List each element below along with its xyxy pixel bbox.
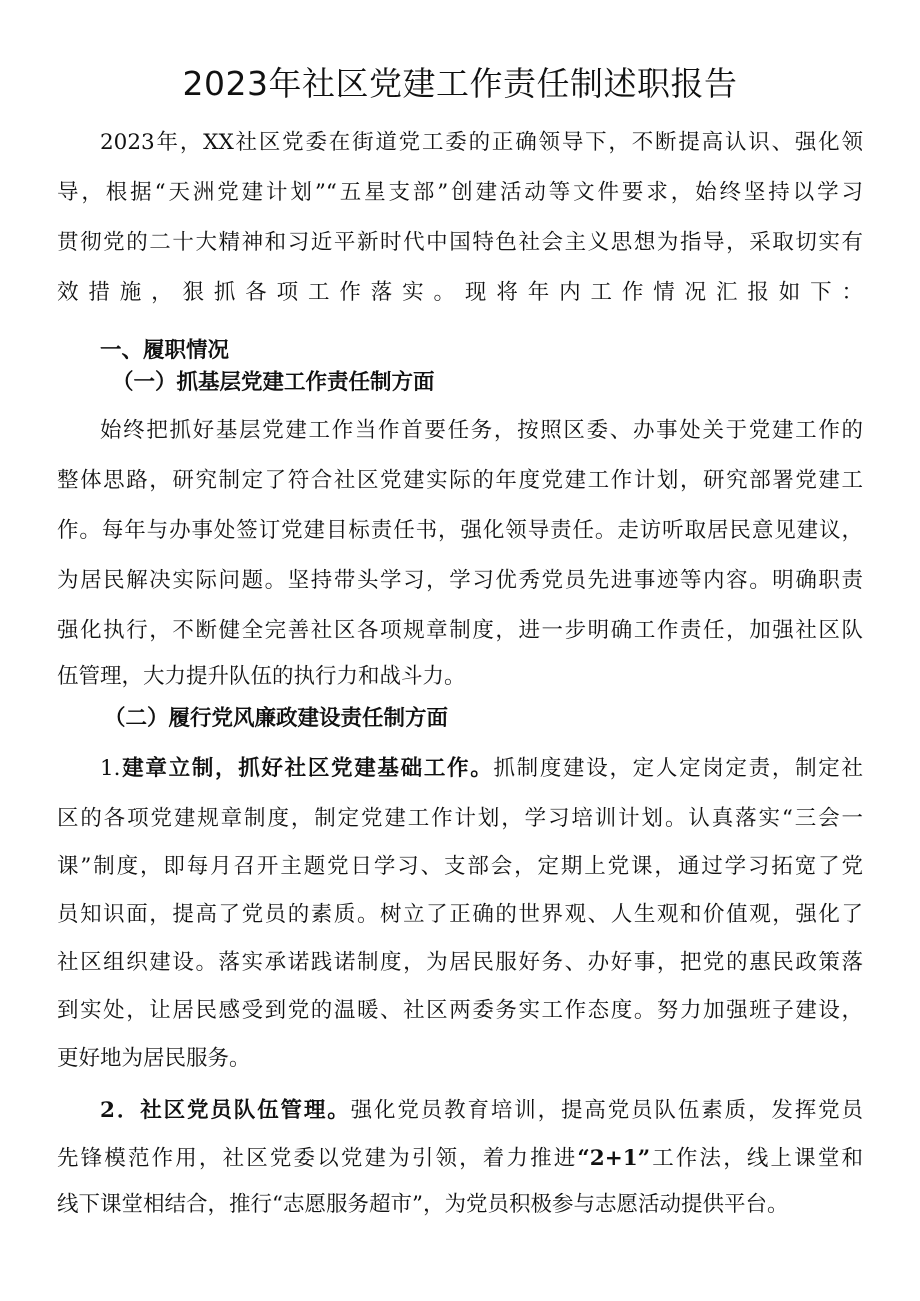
sub1-line-5: 强化执行，不断健全完善社区各项规章制度，进一步明确工作责任，加强社区队 [57, 618, 863, 643]
sub1-line-6: 伍管理，大力提升队伍的执行力和战斗力。 [57, 664, 466, 689]
item1-line-4: 员知识面，提高了党员的素质。树立了正确的世界观、人生观和价值观，强化了 [57, 902, 863, 927]
sub1-line-1: 始终把抓好基层党建工作当作首要任务，按照区委、办事处关于党建工作的 [100, 418, 863, 443]
item1-line-7: 更好地为居民服务。 [57, 1046, 251, 1071]
item2-line-3: 线下课堂相结合，推行“志愿服务超市”，为党员积极参与志愿活动提供平台。 [57, 1192, 789, 1217]
item2-line2-a: 先锋模范作用，社区党委以党建为引领，着力推进 [57, 1146, 578, 1171]
item2-first-rest: 强化党员教育培训，提高党员队伍素质，发挥党员 [350, 1098, 863, 1123]
item2-lead: ．社区党员队伍管理。 [114, 1098, 351, 1123]
section-heading-1: 一、履职情况 [100, 338, 230, 363]
subsection-heading-2: （二）履行党风廉政建设责任制方面 [104, 706, 449, 731]
intro-line-2: 导，根据“天洲党建计划”“五星支部”创建活动等文件要求，始终坚持以学习 [57, 180, 863, 205]
intro-line-1: 2023年，XX社区党委在街道党工委的正确领导下，不断提高认识、强化领 [100, 130, 863, 155]
subsection-heading-1: （一）抓基层党建工作责任制方面 [112, 370, 435, 395]
sub1-line-3: 作。每年与办事处签订党建目标责任书，强化领导责任。走访听取居民意见建议， [57, 518, 863, 543]
item1-line-3: 课”制度，即每月召开主题党日学习、支部会，定期上党课，通过学习拓宽了党 [57, 854, 863, 879]
item1-line-2: 区的各项党建规章制度，制定党建工作计划，学习培训计划。认真落实“三会一 [57, 806, 863, 831]
intro-line-4: 效措施，狠抓各项工作落实。现将年内工作情况汇报如下： [57, 280, 863, 305]
item2-line2-bold: “2+1” [577, 1146, 651, 1171]
document-title: 2023年社区党建工作责任制述职报告 [182, 64, 738, 103]
intro-line-3: 贯彻党的二十大精神和习近平新时代中国特色社会主义思想为指导，采取切实有 [57, 230, 863, 255]
item1-lead: 建章立制，抓好社区党建基础工作。 [120, 756, 494, 781]
sub1-line-4: 为居民解决实际问题。坚持带头学习，学习优秀党员先进事迹等内容。明确职责 [57, 568, 863, 593]
sub1-line-2: 整体思路，研究制定了符合社区党建实际的年度党建工作计划，研究部署党建工 [57, 468, 863, 493]
item1-line-1 [100, 744, 863, 794]
item2-number: 2 [100, 1098, 115, 1123]
item1-line-6: 到实处，让居民感受到党的温暖、社区两委务实工作态度。努力加强班子建设， [57, 998, 863, 1023]
item1-first-rest: 抓制度建设，定人定岗定责，制定社 [493, 756, 863, 781]
item1-line-5: 社区组织建设。落实承诺践诺制度，为居民服好务、办好事，把党的惠民政策落 [57, 950, 863, 975]
item1-number: 1. [100, 756, 121, 781]
item2-line-1 [100, 1086, 863, 1136]
item2-line2-b: 工作法，线上课堂和 [650, 1146, 863, 1171]
item2-line-2 [57, 1134, 863, 1184]
